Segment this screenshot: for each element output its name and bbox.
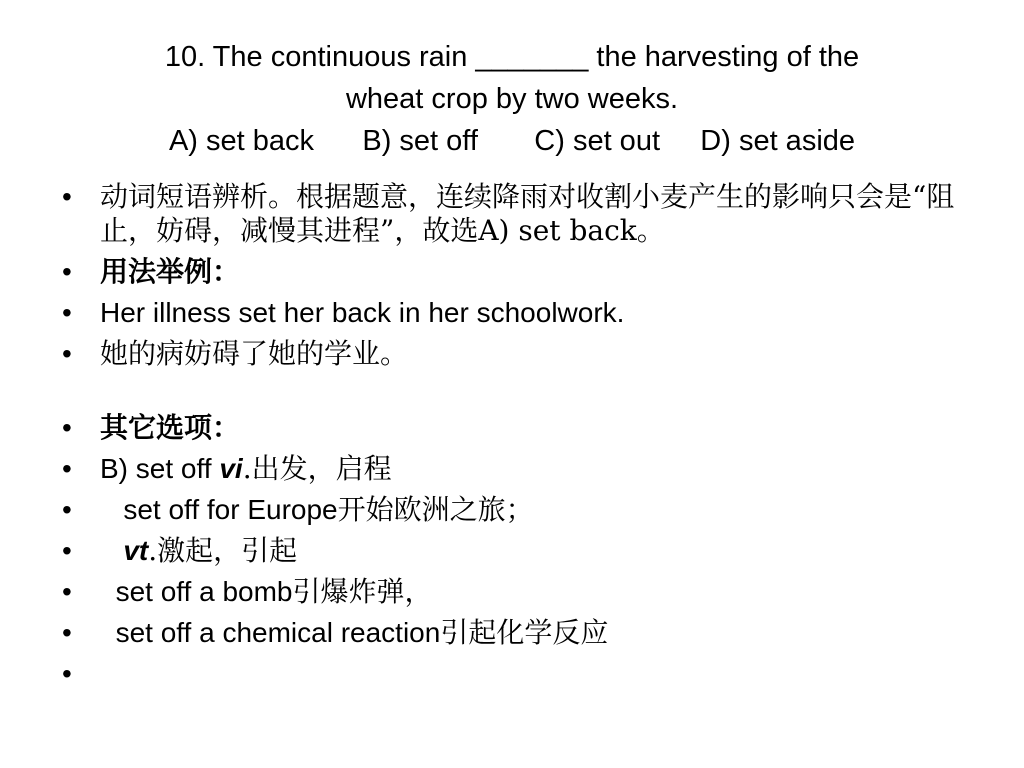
bullet-dot: • [62,535,72,566]
bullet-dot: • [62,338,72,369]
set-off-vi-line [100,453,392,484]
part-of-speech-vt: vt [123,535,149,566]
question-line: 10. The continuous rain _______ the harvesting of the [164,41,860,73]
usage-heading-bullet [62,255,962,289]
bullet-list [62,180,962,689]
other-options-heading-bullet [62,411,962,445]
example-sentence: Her illness set her back in her schoolwork. [100,297,625,328]
set-off-vi-meaning: .出发，启程 [242,452,392,485]
set-off-europe-bullet [62,493,962,527]
set-off-bomb-bullet [62,575,962,609]
answer-options: A) set back B) set off C) set out D) set aside [168,125,856,157]
other-options-heading: 其它选项： [100,411,241,444]
example-translation-bullet [62,337,962,371]
bullet-dot: • [62,297,72,328]
set-off-vt-meaning: .激起，引起 [148,534,298,567]
set-off-vi-bullet [62,452,962,486]
bullet-dot: • [62,256,72,287]
part-of-speech-vi: vi [219,453,243,484]
set-off-bomb-text: set off a bomb引爆炸弹， [100,576,433,607]
set-off-vt-bullet [62,534,962,568]
indent [100,535,123,566]
bullet-dot: • [62,658,72,689]
explanation-text: 动词短语辨析。根据题意，连续降雨对收割小麦产生的影响只会是“阻止，妨碍，减慢其进程”，故选A) set back。 [100,180,955,247]
set-off-reaction-text: set off a chemical reaction引起化学反应 [100,617,609,648]
example-sentence-bullet [62,296,962,330]
bullet-dot: • [62,576,72,607]
bullet-dot: • [62,494,72,525]
question-line-continued: wheat crop by two weeks. [345,83,679,115]
bullet-dot: • [62,181,72,212]
set-off-reaction-bullet [62,616,962,650]
slide-title [0,36,1024,162]
set-off-europe-text: set off for Europe开始欧洲之旅； [100,494,534,525]
bullet-dot: • [62,453,72,484]
option-b-prefix: B) set off [100,453,220,484]
explanation-bullet [62,180,962,248]
bullet-dot: • [62,412,72,443]
bullet-dot: • [62,617,72,648]
usage-heading: 用法举例： [100,255,241,288]
set-off-vt-line [100,535,297,566]
example-translation: 她的病妨碍了她的学业。 [100,337,409,370]
